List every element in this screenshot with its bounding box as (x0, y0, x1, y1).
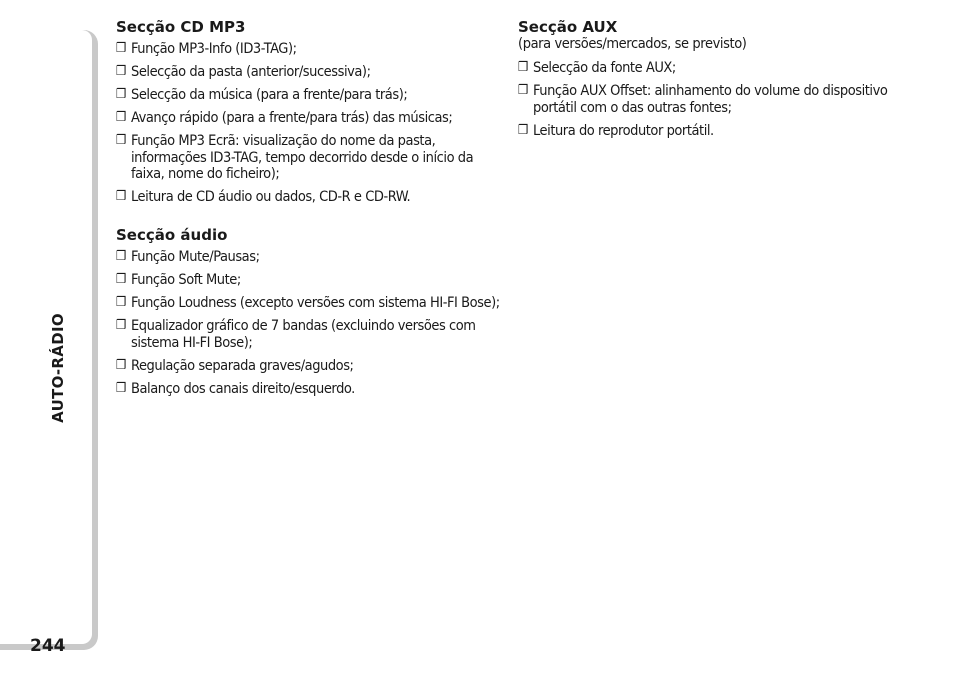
aux-feature-list (518, 60, 898, 139)
section-title-cd-mp3: Secção CD MP3 (116, 18, 246, 36)
list-item-text: Função Mute/Pausas; (131, 249, 260, 265)
list-item-text: Balanço dos canais direito/esquerdo. (131, 380, 355, 397)
list-item-text: Avanço rápido (para a frente/para trás) das músicas; (131, 110, 453, 126)
section-title-audio: Secção áudio (116, 226, 228, 244)
list-item-text: Selecção da música (para a frente/para trás); (131, 87, 408, 103)
list-item (116, 318, 506, 351)
right-column (518, 18, 898, 146)
list-item (116, 110, 506, 127)
list-item (116, 381, 506, 398)
checkbox-bullet-icon: ❒ (116, 318, 127, 333)
checkbox-bullet-icon: ❒ (116, 295, 127, 310)
list-item (116, 272, 506, 289)
section-spacer (116, 212, 506, 226)
list-item-text: Leitura de CD áudio ou dados, CD-R e CD-RW. (131, 189, 411, 205)
list-item-text: Leitura do reprodutor portátil. (533, 122, 714, 139)
checkbox-bullet-icon: ❒ (518, 60, 529, 75)
list-item (116, 189, 506, 206)
checkbox-bullet-icon: ❒ (116, 110, 127, 125)
audio-feature-list (116, 249, 506, 397)
list-item-text: Selecção da pasta (anterior/sucessiva); (131, 64, 371, 80)
list-item-text: Função AUX Offset: alinhamento do volume do dispositivo portátil com o das outras fontes; (533, 83, 888, 116)
list-item (116, 64, 506, 81)
list-item (116, 133, 506, 183)
cd-mp3-feature-list (116, 41, 506, 206)
section-note-aux: (para versões/mercados, se previsto) (518, 36, 747, 52)
checkbox-bullet-icon: ❒ (116, 249, 127, 264)
sidebar-inner-panel (0, 30, 92, 644)
list-item (116, 41, 506, 58)
list-item (518, 123, 898, 140)
list-item-text: Equalizador gráfico de 7 bandas (excluindo versões com sistema HI-FI Bose); (131, 318, 476, 351)
checkbox-bullet-icon: ❒ (116, 272, 127, 287)
list-item (116, 249, 506, 266)
list-item-text: Selecção da fonte AUX; (533, 60, 676, 76)
section-title-aux: Secção AUX (518, 18, 618, 36)
left-column (116, 18, 506, 404)
list-item (116, 358, 506, 375)
chapter-sidebar-tab (0, 30, 98, 650)
chapter-label: AUTO-RÁDIO (49, 313, 67, 423)
list-item-text: Função Loudness (excepto versões com sistema HI-FI Bose); (131, 295, 500, 311)
checkbox-bullet-icon: ❒ (116, 380, 127, 396)
checkbox-bullet-icon: ❒ (518, 122, 529, 138)
checkbox-bullet-icon: ❒ (116, 64, 127, 79)
list-item (116, 295, 506, 312)
checkbox-bullet-icon: ❒ (116, 189, 127, 204)
list-item (518, 60, 898, 77)
checkbox-bullet-icon: ❒ (116, 357, 127, 373)
checkbox-bullet-icon: ❒ (116, 87, 127, 102)
list-item (116, 87, 506, 104)
list-item-text: Regulação separada graves/agudos; (131, 357, 354, 374)
list-item-text: Função Soft Mute; (131, 272, 241, 288)
checkbox-bullet-icon: ❒ (116, 41, 127, 56)
page-number: 244 (30, 636, 66, 656)
checkbox-bullet-icon: ❒ (518, 83, 529, 98)
list-item-text: Função MP3 Ecrã: visualização do nome da pasta, informações ID3-TAG, tempo decorrido desde o início da faixa, nome do ficheiro); (131, 133, 474, 182)
list-item-text: Função MP3-Info (ID3-TAG); (131, 41, 297, 57)
checkbox-bullet-icon: ❒ (116, 133, 127, 148)
list-item (518, 83, 898, 116)
